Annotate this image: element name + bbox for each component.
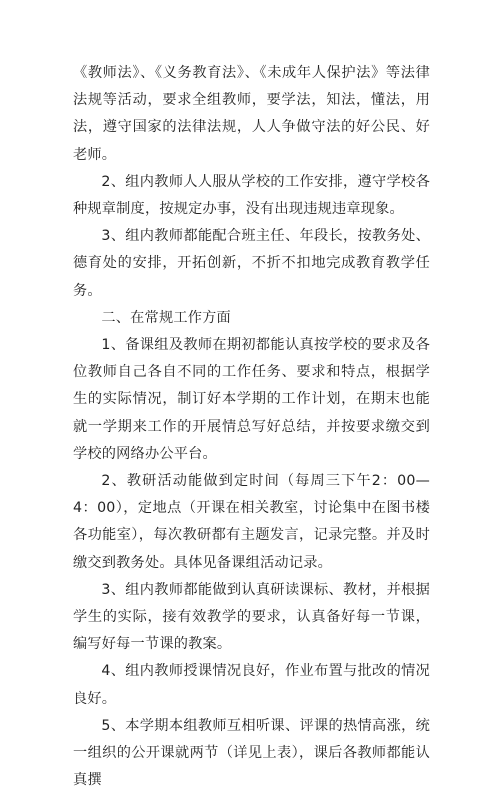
document-body [73, 60, 430, 794]
paragraph-teaching-quality: 4、组内教师授课情况良好，作业布置与批改的情况良好。 [73, 663, 430, 707]
paragraph-curriculum-study: 3、组内教师都能做到认真研读课标、教材，并根据学生的实际，接有效教学的要求，认真备好每一节课，编写好每一节课的教案。 [73, 581, 430, 653]
paragraph-cooperation: 3、组内教师都能配合班主任、年段长，按教务处、德育处的安排，开拓创新，不折不扣地完成教育教学任务。 [73, 228, 430, 299]
paragraph-lesson-planning: 1、备课组及教师在期初都能认真按学校的要求及各位教师自己各自不同的工作任务、要求和特点，根据学生的实际情况，制订好本学期的工作计划，在期末也能就一学期来工作的开展情总写好总结，并按要求缴交到学校的网络办公平台。 [73, 337, 430, 462]
paragraph-class-observation: 5、本学期本组教师互相听课、评课的热情高涨，统一组织的公开课就两节（详见上表），课后各教师都能认真撰 [73, 717, 430, 789]
paragraph-teaching-research: 2、教研活动能做到定时间（每周三下午2：00—4：00），定地点（开课在相关教室，讨论集中在图书楼各功能室），每次教研都有主题发言，记录完整。并及时缴交到教务处。具体见备课组活动记录。 [73, 473, 430, 571]
section-heading-routine-work: 二、在常规工作方面 [101, 309, 231, 326]
paragraph-law-study: 《教师法》、《义务教育法》、《未成年人保护法》等法律法规等活动，要求全组教师，要学法，知法，懂法，用法，遵守国家的法律法规，人人争做守法的好公民、好老师。 [73, 65, 430, 163]
paragraph-work-arrangement: 2、组内教师人人服从学校的工作安排，遵守学校各种规章制度，按规定办事，没有出现违规违章现象。 [73, 173, 430, 218]
